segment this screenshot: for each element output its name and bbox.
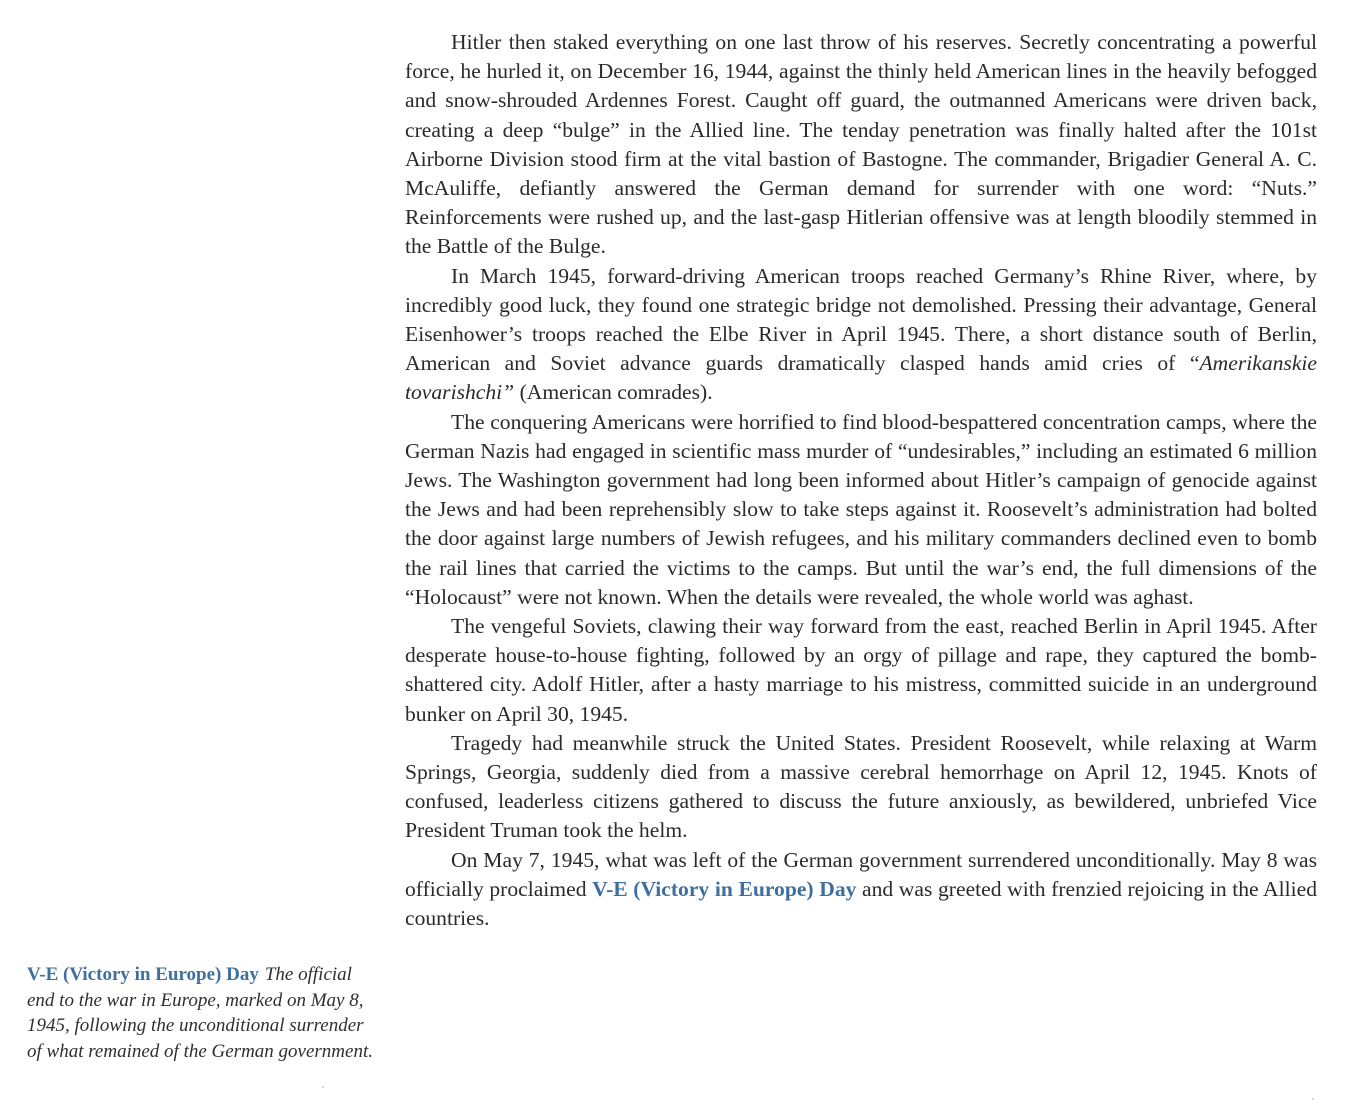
paragraph-text: The vengeful Soviets, clawing their way forward from the east, reached Berlin in April 1945. After desperate house-to-house fighting, followed by an orgy of pillage and rape, they captured the bomb-shattered city. Adolf Hitler, after a hasty marriage to his mistress, committed suicide in an underground bunker on April 30, 1945. <box>405 614 1317 726</box>
glossary-margin-note <box>27 962 377 1064</box>
key-term-ve-day: V-E (Victory in Europe) Day <box>592 876 857 901</box>
paragraph-text: Hitler then staked everything on one last throw of his reserves. Secretly concentrating a powerful force, he hurled it, on December 16, 1944, against the thinly held American lines in the heavily befogged and snow-shrouded Ardennes Forest. Caught off guard, the outmanned Americans were driven back, creating a deep “bulge” in the Allied line. The tenday penetration was finally halted after the 101st Airborne Division stood firm at the vital bastion of Bastogne. The commander, Brigadier General A. C. McAuliffe, defiantly answered the German demand for surrender with one word: “Nuts.” Reinforcements were rushed up, and the last-gasp Hitlerian offensive was at length bloodily stemmed in the Battle of the Bulge. <box>405 30 1317 259</box>
foreign-phrase: Amerikanskie tovarishchi” <box>405 351 1317 405</box>
paragraph-fall-of-berlin <box>405 612 1317 729</box>
scan-speck <box>1312 1098 1314 1100</box>
paragraph-text: On May 7, 1945, what was left of the German government surrendered unconditionally. May 8 was officially proclaimed <box>405 847 1317 901</box>
scan-speck <box>322 1086 324 1088</box>
paragraph-text: Tragedy had meanwhile struck the United States. President Roosevelt, while relaxing at Warm Springs, Georgia, suddenly died from a massive cerebral hemorrhage on April 12, 1945. Knots of confused, leaderless citizens gathered to discuss the future anxiously, as bewildered, unbriefed Vice President Truman took the helm. <box>405 730 1317 843</box>
glossary-definition: The official end to the war in Europe, marked on May 8, 1945, following the unconditional surrender of what remained of the German government. <box>27 964 373 1062</box>
paragraph-rhine-and-elbe <box>405 262 1317 408</box>
paragraph-holocaust <box>405 408 1317 612</box>
glossary-term: V-E (Victory in Europe) Day <box>27 964 259 985</box>
main-text-column <box>405 28 1317 933</box>
paragraph-text: The conquering Americans were horrified to find blood-bespattered concentration camps, where the German Nazis had engaged in scientific mass murder of “undesirables,” including an estimated 6 million Jews. The Washington government had long been informed about Hitler’s campaign of genocide against the Jews and had been reprehensibly slow to take steps against it. Roosevelt’s administration had bolted the door against large numbers of Jewish refugees, and his military commanders declined even to bomb the rail lines that carried the victims to the camps. But until the war’s end, the full dimensions of the “Holocaust” were not known. When the details were revealed, the whole world was aghast. <box>405 409 1317 609</box>
paragraph-roosevelt-death <box>405 729 1317 846</box>
paragraph-ve-day <box>405 846 1317 934</box>
paragraph-battle-of-the-bulge <box>405 28 1317 262</box>
paragraph-text: and was greeted with frenzied rejoicing in the Allied countries. <box>405 876 1317 931</box>
paragraph-text: In March 1945, forward-driving American troops reached Germany’s Rhine River, where, by incredibly good luck, they found one strategic bridge not demolished. Pressing their advantage, General Eisenhower’s troops reached the Elbe River in April 1945. There, a short distance south of Berlin, American and Soviet advance guards dramatically clasped hands amid cries of “ <box>405 263 1317 376</box>
paragraph-text: (American comrades). <box>514 380 713 405</box>
